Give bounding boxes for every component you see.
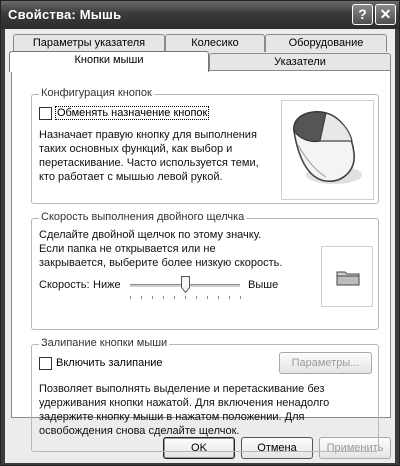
mouse-icon [282, 101, 375, 201]
click-lock-line: задержите кнопку мыши в нажатом положении. Для [39, 411, 305, 423]
tab-buttons-label: Кнопки мыши [74, 54, 144, 66]
slider-tick [196, 296, 197, 299]
click-lock-line: удерживания кнопки нажатой. Для включения ненадолго [39, 397, 330, 409]
cancel-label: Отмена [257, 442, 297, 454]
button-config-description [39, 128, 279, 184]
slider-tick [229, 296, 230, 299]
tab-panel-buttons [11, 70, 391, 437]
slider-tick [141, 296, 142, 299]
swap-buttons-checkbox[interactable] [39, 107, 52, 120]
slider-tick [174, 296, 175, 299]
tab-wheel-label: Колесико [191, 37, 239, 49]
speed-slider-thumb[interactable] [181, 276, 190, 293]
click-lock-group [31, 337, 379, 452]
tab-hardware-label: Оборудование [288, 37, 364, 49]
click-lock-settings-button[interactable] [279, 352, 372, 374]
swap-buttons-label[interactable]: Обменять назначение кнопок [57, 107, 208, 119]
click-lock-settings-label: Параметры... [291, 357, 360, 369]
double-click-group [31, 211, 379, 330]
click-lock-title: Залипание кнопки мыши [41, 337, 168, 349]
slider-tick [130, 296, 131, 299]
click-lock-checkbox[interactable] [39, 357, 52, 370]
click-lock-label[interactable]: Включить залипание [56, 357, 163, 369]
double-click-line: Если папка не открывается или не [39, 243, 216, 255]
slider-tick [163, 296, 164, 299]
double-click-title: Скорость выполнения двойного щелчка [41, 211, 245, 223]
button-config-line: Назначает правую кнопку для выполнения [39, 129, 257, 141]
tab-pointers-label: Указатели [274, 56, 326, 68]
slider-thumb-icon [181, 276, 190, 293]
mouse-illustration [281, 100, 374, 200]
button-config-line: таких основных функций, как выбор и [39, 143, 233, 155]
double-click-line: закрывается, выберите более низкую скорость. [39, 257, 283, 269]
close-icon: ✕ [379, 6, 392, 22]
button-config-line: кто работает с мышью левой рукой. [39, 171, 223, 183]
ok-label: OK [191, 442, 207, 454]
speed-fast-label: Выше [248, 279, 279, 291]
help-button[interactable] [352, 4, 373, 25]
tab-pointer-params-label: Параметры указателя [32, 37, 146, 49]
click-lock-line: освобождения снова сделайте щелчок. [39, 425, 240, 437]
close-button[interactable] [375, 4, 396, 25]
folder-icon [322, 247, 374, 308]
slider-tick [207, 296, 208, 299]
click-lock-description [39, 382, 375, 438]
test-folder-area[interactable] [321, 246, 373, 307]
slider-tick [218, 296, 219, 299]
tab-pointer-params[interactable] [13, 34, 165, 52]
slider-tick [240, 296, 241, 299]
dialog-body [5, 29, 395, 463]
double-click-description [39, 228, 319, 270]
tab-wheel[interactable] [165, 34, 265, 52]
tab-hardware[interactable] [265, 34, 387, 52]
speed-slow-label: Ниже [93, 279, 121, 291]
button-config-line: перетаскивание. Часто используется теми, [39, 157, 259, 169]
button-config-title: Конфигурация кнопок [41, 87, 152, 99]
title-bar[interactable] [1, 1, 399, 29]
slider-tick [185, 296, 186, 299]
button-config-group [31, 87, 379, 204]
apply-label: Применить [326, 442, 384, 454]
double-click-line: Сделайте двойной щелчок по этому значку. [39, 229, 262, 241]
tab-buttons[interactable] [9, 51, 209, 72]
click-lock-line: Позволяет выполнять выделение и перетаскивание без [39, 383, 325, 395]
slider-tick [152, 296, 153, 299]
speed-label: Скорость: [39, 279, 90, 291]
help-icon: ? [358, 6, 367, 22]
tab-pointers[interactable] [209, 53, 391, 71]
window-title: Свойства: Мышь [8, 7, 122, 22]
